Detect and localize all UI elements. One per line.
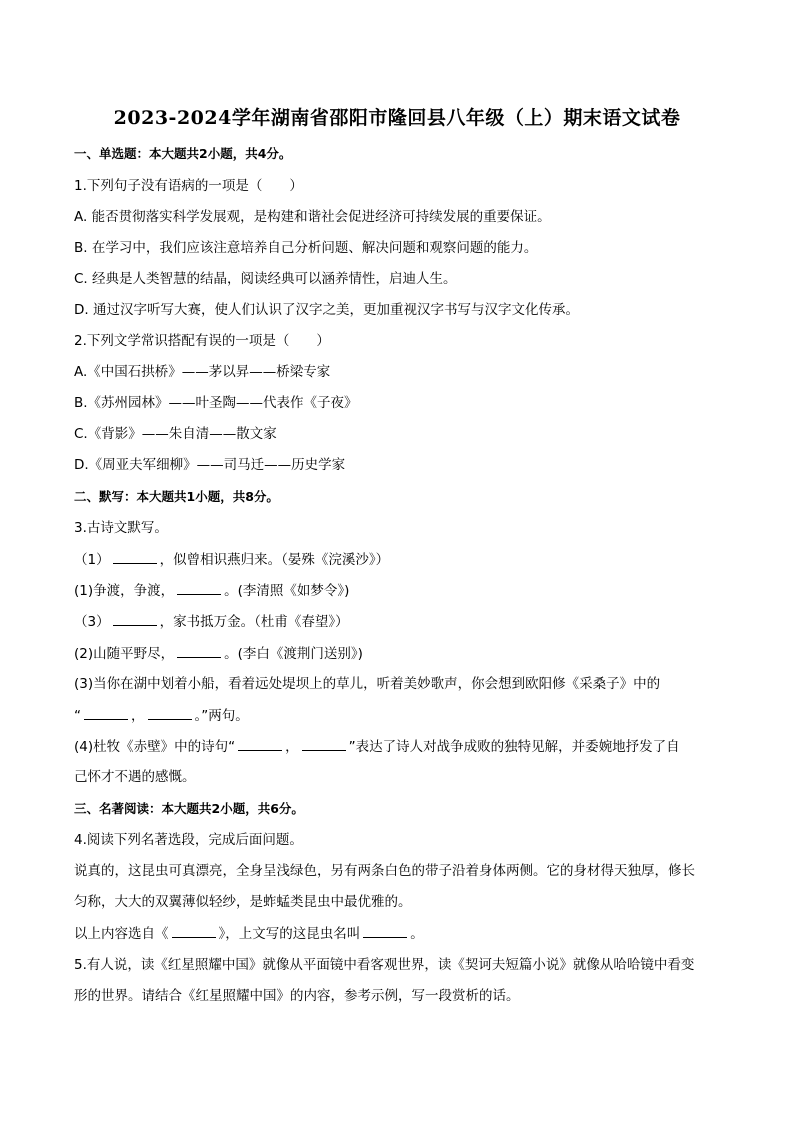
question-3-item-5-line-2: “ ， 。”两句。 [74, 705, 724, 726]
question-2-option-b: B.《苏州园林》——叶圣陶——代表作《子夜》 [74, 395, 358, 411]
question-2-option-a: A.《中国石拱桥》——茅以昇——桥梁专家 [74, 364, 331, 380]
question-3-item-1: （1） ，似曾相识燕归来。（晏殊《浣溪沙》） [74, 549, 724, 570]
question-1-option-d: D. 通过汉字听写大赛，使人们认识了汉字之美，更加重视汉字书写与汉字文化传承。 [74, 302, 579, 318]
question-3-item-6-line-1: (4)杜牧《赤壁》中的诗句“ ， ”表达了诗人对战争成败的独特见解，并委婉地抒发了自 [74, 736, 724, 757]
answer-blank[interactable] [177, 580, 221, 595]
question-4-passage-line-1: 说真的，这昆虫可真漂亮，全身呈浅绿色，另有两条白色的带子沿着身体两侧。它的身材得天独厚，修长 [74, 863, 695, 879]
question-3-item-3: （3） ，家书抵万金。（杜甫《春望》） [74, 611, 724, 632]
question-1-option-b: B. 在学习中，我们应该注意培养自己分析问题、解决问题和观察问题的能力。 [74, 240, 538, 256]
section-heading-1: 一、单选题：本大题共2小题，共4分。 [74, 146, 292, 161]
question-3-item-6-line-2: 己怀才不遇的感慨。 [74, 769, 196, 785]
question-4-passage-line-2: 匀称，大大的双翼薄似轻纱，是蚱蜢类昆虫中最优雅的。 [74, 894, 412, 910]
question-1-option-a: A. 能否贯彻落实科学发展观，是构建和谐社会促进经济可持续发展的重要保证。 [74, 209, 551, 225]
answer-blank[interactable] [177, 643, 221, 658]
question-4-ask: 以上内容选自《 》，上文写的这昆虫名叫 。 [74, 923, 724, 944]
question-1-stem: 1.下列句子没有语病的一项是（ ） [74, 178, 303, 194]
question-3-stem: 3.古诗文默写。 [74, 520, 168, 536]
question-3-item-2: (1)争渡，争渡， 。(李清照《如梦令》) [74, 580, 724, 601]
answer-blank[interactable] [84, 705, 128, 720]
question-4-stem: 4.阅读下列名著选段，完成后面问题。 [74, 832, 303, 848]
question-2-option-d: D.《周亚夫军细柳》——司马迁——历史学家 [74, 457, 346, 473]
answer-blank[interactable] [363, 923, 407, 938]
answer-blank[interactable] [238, 736, 282, 751]
question-2-stem: 2.下列文学常识搭配有误的一项是（ ） [74, 333, 330, 349]
question-5-line-1: 5.有人说，读《红星照耀中国》就像从平面镜中看客观世界，读《契诃夫短篇小说》就像从哈哈镜中看变 [74, 957, 695, 973]
question-3-item-5-line-1: (3)当你在湖中划着小船，看着远处堤坝上的草儿，听着美妙歌声，你会想到欧阳修《采桑子》中的 [74, 676, 661, 692]
section-heading-3: 三、名著阅读：本大题共2小题，共6分。 [74, 801, 304, 816]
section-heading-2: 二、默写：本大题共1小题，共8分。 [74, 489, 279, 504]
question-2-option-c: C.《背影》——朱自清——散文家 [74, 426, 277, 442]
question-5-line-2: 形的世界。请结合《红星照耀中国》的内容，参考示例，写一段赏析的话。 [74, 988, 520, 1004]
answer-blank[interactable] [172, 923, 216, 938]
question-1-option-c: C. 经典是人类智慧的结晶，阅读经典可以涵养情性，启迪人生。 [74, 271, 457, 287]
answer-blank[interactable] [113, 549, 157, 564]
exam-title: 2023-2024学年湖南省邵阳市隆回县八年级（上）期末语文试卷 [113, 107, 681, 129]
answer-blank[interactable] [302, 736, 346, 751]
answer-blank[interactable] [148, 705, 192, 720]
question-3-item-4: (2)山随平野尽， 。(李白《渡荆门送别》) [74, 643, 724, 664]
answer-blank[interactable] [113, 611, 157, 626]
